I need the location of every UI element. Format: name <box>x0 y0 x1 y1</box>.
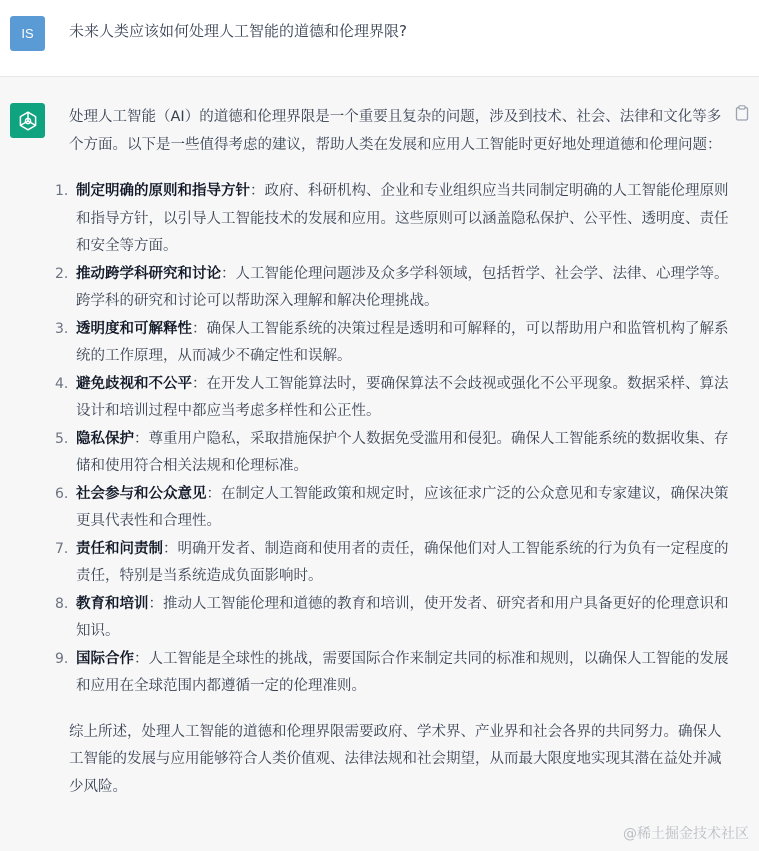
list-item-title: 社会参与和公众意见 <box>76 485 207 502</box>
watermark: @稀土掘金技术社区 <box>623 826 749 842</box>
list-item <box>55 316 729 371</box>
list-item <box>55 426 729 481</box>
list-item-title: 避免歧视和不公平 <box>76 375 192 392</box>
list-item-body: ：人工智能伦理问题涉及众多学科领域，包括哲学、社会学、法律、心理学等。跨学科的研究和讨论可以帮助深入理解和解决伦理挑战。 <box>76 265 729 309</box>
clipboard-icon[interactable] <box>735 105 749 121</box>
list-item-body: ：明确开发者、制造商和使用者的责任，确保他们对人工智能系统的行为负有一定程度的责任，特别是当系统造成负面影响时。 <box>76 540 729 584</box>
list-item <box>55 261 729 316</box>
openai-logo-icon <box>10 103 45 138</box>
list-item-body: ：确保人工智能系统的决策过程是透明和可解释的，可以帮助用户和监管机构了解系统的工作原理，从而减少不确定性和误解。 <box>76 320 729 364</box>
list-item <box>55 591 729 646</box>
list-item <box>55 536 729 591</box>
list-item-title: 透明度和可解释性 <box>76 320 192 337</box>
list-item-body: ：在制定人工智能政策和规定时，应该征求广泛的公众意见和专家建议，确保决策更具代表性和合理性。 <box>76 485 729 529</box>
list-item-title: 制定明确的原则和指导方针 <box>76 183 250 199</box>
list-item-number: 3. <box>55 320 69 337</box>
list-item-number: 8. <box>55 595 69 612</box>
response-intro: 处理人工智能（AI）的道德和伦理界限是一个重要且复杂的问题，涉及到技术、社会、法律和文化等多个方面。以下是一些值得考虑的建议，帮助人类在发展和应用人工智能时更好地处理道德和伦理问题： <box>69 109 722 153</box>
list-item-body: ：人工智能是全球性的挑战，需要国际合作来制定共同的标准和规则，以确保人工智能的发展和应用在全球范围内都遵循一定的伦理准则。 <box>76 650 729 694</box>
assistant-message-row <box>0 77 759 851</box>
list-item <box>55 371 729 426</box>
user-message-row <box>0 0 759 77</box>
list-item-number: 1. <box>55 183 69 199</box>
recommendation-list <box>55 178 729 701</box>
list-item-title: 责任和问责制 <box>76 540 163 557</box>
assistant-response <box>55 104 729 801</box>
list-item-body: ：政府、科研机构、企业和专业组织应当共同制定明确的人工智能伦理原则和指导方针，以引导人工智能技术的发展和应用。这些原则可以涵盖隐私保护、公平性、透明度、责任和安全等方面。 <box>76 183 729 254</box>
user-avatar: IS <box>10 16 45 51</box>
list-item-number: 6. <box>55 485 69 502</box>
list-item-body: ：尊重用户隐私，采取措施保护个人数据免受滥用和侵犯。确保人工智能系统的数据收集、存储和使用符合相关法规和伦理标准。 <box>76 430 729 474</box>
user-question: 未来人类应该如何处理人工智能的道德和伦理界限? <box>69 22 407 40</box>
list-item-title: 教育和培训 <box>76 595 149 612</box>
list-item <box>55 481 729 536</box>
list-item <box>55 646 729 701</box>
list-item-number: 7. <box>55 540 69 557</box>
list-item-number: 9. <box>55 650 69 667</box>
list-item-title: 推动跨学科研究和讨论 <box>76 265 221 282</box>
list-item-number: 2. <box>55 265 69 282</box>
list-item-title: 隐私保护 <box>76 430 134 447</box>
list-item-number: 4. <box>55 375 69 392</box>
list-item-number: 5. <box>55 430 69 447</box>
list-item-body: ：在开发人工智能算法时，要确保算法不会歧视或强化不公平现象。数据采样、算法设计和培训过程中都应当考虑多样性和公正性。 <box>76 375 729 419</box>
list-item-body: ：推动人工智能伦理和道德的教育和培训，使开发者、研究者和用户具备更好的伦理意识和知识。 <box>76 595 729 639</box>
list-item-title: 国际合作 <box>76 650 134 667</box>
response-conclusion: 综上所述，处理人工智能的道德和伦理界限需要政府、学术界、产业界和社会各界的共同努力。确保人工智能的发展与应用能够符合人类价值观、法律法规和社会期望，从而最大限度地实现其潜在益处并减少风险。 <box>69 723 722 795</box>
list-item <box>55 178 729 261</box>
